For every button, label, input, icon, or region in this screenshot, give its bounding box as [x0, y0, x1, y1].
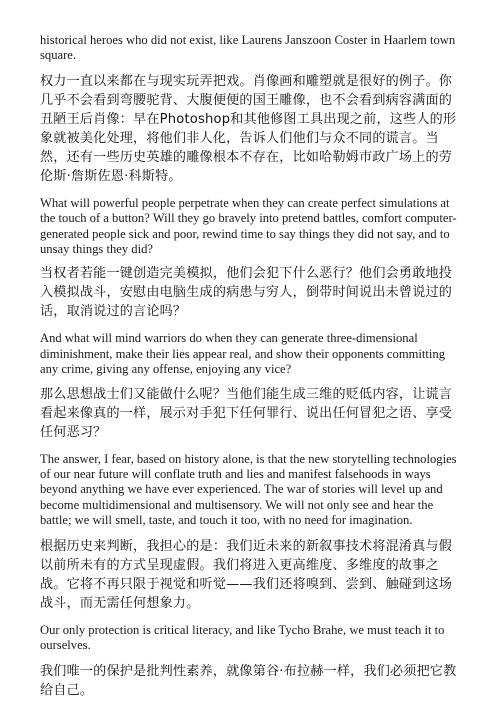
paragraph-en-3: And what will mind warriors do when they can generate three-dimensional diminishment, make their lies appear real, and show their opponents committing any crime, giving any offense, enjoying any vice? — [40, 331, 446, 377]
paragraph-zh-4: 根据历史来判断，我担心的是：我们近未来的新叙事技术将混淆真与假以前所未有的方式呈现虚假。我们将进入更高维度、多维度的故事之战。它将不再只限于视觉和听觉——我们还将嗅到、尝到、触碰到这场战斗，而无需任何想象力。 — [40, 538, 453, 611]
paragraph-zh-1: 权力一直以来都在与现实玩弄把戏。肖像画和雕塑就是很好的例子。你几乎不会看到弯腰驼背、大腹便便的国王雕像，也不会看到病容满面的丑陋王后肖像：早在Photoshop和其他修图工具出现之前，这些人的形象就被美化处理，将他们非人化，告诉人们他们与众不同的谎言。当然，还有一些历史英雄的雕像根本不存在，比如哈勒姆市政广场上的劳伦斯·詹斯佐恩·科斯特。 — [40, 73, 457, 184]
paragraph-zh-5: 我们唯一的保护是批判性素养，就像第谷·布拉赫一样，我们必须把它教给自己。 — [40, 663, 457, 698]
paragraph-en-4: The answer, I fear, based on history alone, is that the new storytelling technologies of our near future will conflate truth and lies and manifest falsehoods in ways beyond anything we have ever experienced. The war of stories will level up and become multidimensional and multisensory. We will not only see and hear the battle; we will smell, taste, and touch it too, with no need for imagination. — [40, 451, 457, 528]
document-body — [40, 33, 464, 700]
paragraph-zh-3: 那么思想战士们又能做什么呢？当他们能生成三维的贬低内容，让谎言看起来像真的一样，展示对手犯下任何罪行、说出任何冒犯之语、享受任何恶习？ — [40, 386, 453, 440]
paragraph-en-1: historical heroes who did not exist, like Laurens Janszoon Coster in Haarlem town square. — [40, 33, 456, 63]
paragraph-zh-2: 当权者若能一键创造完美模拟，他们会犯下什么恶行？他们会勇敢地投入模拟战斗，安慰由电脑生成的病患与穷人，倒带时间说出未曾说过的话，取消说过的言论吗？ — [40, 266, 453, 320]
paragraph-en-5: Our only protection is critical literacy, and like Tycho Brahe, we must teach it to ourselves. — [40, 622, 445, 653]
paragraph-en-2: What will powerful people perpetrate when they can create perfect simulations at the touch of a button? Will they go bravely into pretend battles, comfort computer-generated people sick and poor, rewind time to say things they did not say, and to unsay things they did? — [40, 195, 457, 257]
